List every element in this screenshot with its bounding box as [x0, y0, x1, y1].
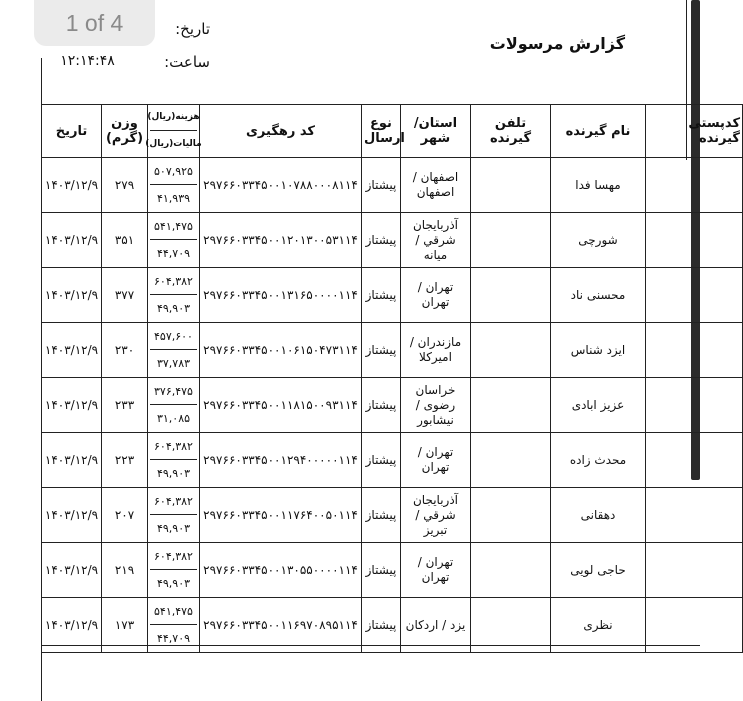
row-send-type: پیشتاز: [362, 488, 401, 543]
row-date: ۱۴۰۳/۱۲/۹: [42, 268, 102, 323]
row-province-city: یزد / اردکان: [401, 598, 471, 653]
table-row: [42, 158, 743, 213]
row-tracking-code: ۲۹۷۶۶۰۳۳۴۵۰۰۱۰۶۱۵۰۴۷۳۱۱۴: [200, 323, 362, 378]
table-row: [42, 488, 743, 543]
row-postcode: [646, 213, 743, 268]
row-tracking-code: ۲۹۷۶۶۰۳۳۴۵۰۰۱۲۹۴۰۰۰۰۰۱۱۴: [200, 433, 362, 488]
row-phone: [471, 323, 551, 378]
table-row: [42, 213, 743, 268]
row-weight: ۱۷۳: [102, 598, 148, 653]
row-province-city: تهران / تهران: [401, 433, 471, 488]
row-send-type: پیشتاز: [362, 378, 401, 433]
row-postcode: [646, 158, 743, 213]
row-phone: [471, 268, 551, 323]
row-weight: ۲۱۹: [102, 543, 148, 598]
row-postcode: [646, 433, 743, 488]
row-phone: [471, 158, 551, 213]
row-phone: [471, 488, 551, 543]
row-postcode: [646, 378, 743, 433]
row-tax: ۴۹,۹۰۳: [156, 467, 191, 480]
row-recipient-name: دهقانی: [551, 488, 646, 543]
table-row: [42, 433, 743, 488]
row-phone: [471, 598, 551, 653]
row-postcode: [646, 323, 743, 378]
row-tax: ۴۴,۷۰۹: [156, 247, 191, 260]
row-province-city: اصفهان / اصفهان: [401, 158, 471, 213]
row-cost: ۶۰۴,۳۸۲: [150, 268, 197, 295]
row-send-type: پیشتاز: [362, 433, 401, 488]
row-date: ۱۴۰۳/۱۲/۹: [42, 543, 102, 598]
row-recipient-name: شورچی: [551, 213, 646, 268]
table-row: [42, 378, 743, 433]
header-postcode: کدپستی گیرنده: [646, 105, 743, 158]
row-date: ۱۴۰۳/۱۲/۹: [42, 433, 102, 488]
header-date: تاریخ: [42, 105, 102, 158]
header-tracking: کد رهگیری: [200, 105, 362, 158]
row-weight: ۲۳۳: [102, 378, 148, 433]
date-label: تاریخ:: [175, 20, 210, 38]
row-weight: ۳۵۱: [102, 213, 148, 268]
row-recipient-name: ایزد شناس: [551, 323, 646, 378]
row-weight: ۲۳۰: [102, 323, 148, 378]
row-recipient-name: محدث زاده: [551, 433, 646, 488]
header-tax: مالیات(ریال): [145, 138, 202, 149]
row-cost: ۶۰۴,۳۸۲: [150, 433, 197, 460]
header-province-city: استان/ شهر: [401, 105, 471, 158]
row-send-type: پیشتاز: [362, 268, 401, 323]
row-postcode: [646, 488, 743, 543]
row-tax: ۴۹,۹۰۳: [156, 522, 191, 535]
row-cost: ۵۰۷,۹۲۵: [150, 158, 197, 185]
header-weight: وزن (گرم): [102, 105, 148, 158]
row-recipient-name: محسنی ناد: [551, 268, 646, 323]
row-phone: [471, 433, 551, 488]
header-cost-tax: [145, 105, 202, 158]
row-postcode: [646, 268, 743, 323]
row-date: ۱۴۰۳/۱۲/۹: [42, 158, 102, 213]
row-province-city: مازندران / امیرکلا: [401, 323, 471, 378]
row-tax: ۴۴,۷۰۹: [156, 632, 191, 645]
shipments-table: [41, 104, 743, 653]
row-province-city: تهران / تهران: [401, 268, 471, 323]
row-province-city: آذربایجان شرقي / میانه: [401, 213, 471, 268]
row-cost-tax: [148, 213, 200, 268]
row-cost-tax: [148, 268, 200, 323]
row-phone: [471, 543, 551, 598]
row-tracking-code: ۲۹۷۶۶۰۳۳۴۵۰۰۱۱۷۶۴۰۰۵۰۱۱۴: [200, 488, 362, 543]
row-cost: ۶۰۴,۳۸۲: [150, 488, 197, 515]
row-cost-tax: [148, 433, 200, 488]
row-send-type: پیشتاز: [362, 323, 401, 378]
table-row: [42, 268, 743, 323]
row-send-type: پیشتاز: [362, 158, 401, 213]
row-cost: ۵۴۱,۴۷۵: [150, 213, 197, 240]
row-recipient-name: حاجی لویی: [551, 543, 646, 598]
row-date: ۱۴۰۳/۱۲/۹: [42, 488, 102, 543]
header-cost: هزینه(ریال): [150, 105, 197, 131]
row-province-city: خراسان رضوی / نیشابور: [401, 378, 471, 433]
row-weight: ۲۰۷: [102, 488, 148, 543]
row-tax: ۳۱,۰۸۵: [156, 412, 191, 425]
table-row: [42, 323, 743, 378]
row-date: ۱۴۰۳/۱۲/۹: [42, 323, 102, 378]
row-cost-tax: [148, 323, 200, 378]
row-date: ۱۴۰۳/۱۲/۹: [42, 213, 102, 268]
row-tracking-code: ۲۹۷۶۶۰۳۳۴۵۰۰۱۱۸۱۵۰۰۹۳۱۱۴: [200, 378, 362, 433]
row-tracking-code: ۲۹۷۶۶۰۳۳۴۵۰۰۱۱۶۹۷۰۸۹۵۱۱۴: [200, 598, 362, 653]
row-postcode: [646, 598, 743, 653]
row-tracking-code: ۲۹۷۶۶۰۳۳۴۵۰۰۱۳۰۵۵۰۰۰۰۱۱۴: [200, 543, 362, 598]
row-recipient-name: نظری: [551, 598, 646, 653]
row-weight: ۲۲۳: [102, 433, 148, 488]
row-cost: ۳۷۶,۴۷۵: [150, 378, 197, 405]
row-phone: [471, 378, 551, 433]
row-recipient-name: مهسا فدا: [551, 158, 646, 213]
row-cost: ۶۰۴,۳۸۲: [150, 543, 197, 570]
row-cost-tax: [148, 378, 200, 433]
table-row: [42, 543, 743, 598]
row-postcode: [646, 543, 743, 598]
row-cost-tax: [148, 488, 200, 543]
row-tracking-code: ۲۹۷۶۶۰۳۳۴۵۰۰۱۰۷۸۸۰۰۰۸۱۱۴: [200, 158, 362, 213]
row-cost-tax: [148, 598, 200, 653]
row-cost-tax: [148, 158, 200, 213]
row-date: ۱۴۰۳/۱۲/۹: [42, 598, 102, 653]
row-cost: ۴۵۷,۶۰۰: [150, 323, 197, 350]
row-send-type: پیشتاز: [362, 213, 401, 268]
row-tax: ۴۹,۹۰۳: [156, 302, 191, 315]
row-weight: ۲۷۹: [102, 158, 148, 213]
header-send-type: نوع ارسال: [362, 105, 401, 158]
time-value: ۱۲:۱۴:۴۸: [60, 53, 115, 69]
row-tax: ۴۱,۹۳۹: [156, 192, 191, 205]
row-recipient-name: عزیز ابادی: [551, 378, 646, 433]
row-date: ۱۴۰۳/۱۲/۹: [42, 378, 102, 433]
row-tax: ۴۹,۹۰۳: [156, 577, 191, 590]
row-tracking-code: ۲۹۷۶۶۰۳۳۴۵۰۰۱۲۰۱۳۰۰۵۳۱۱۴: [200, 213, 362, 268]
row-phone: [471, 213, 551, 268]
row-cost-tax: [148, 543, 200, 598]
report-title: گزارش مرسولات: [489, 34, 625, 53]
row-tracking-code: ۲۹۷۶۶۰۳۳۴۵۰۰۱۳۱۶۵۰۰۰۰۱۱۴: [200, 268, 362, 323]
row-province-city: آذربایجان شرقي / تبریز: [401, 488, 471, 543]
row-tax: ۳۷,۷۸۳: [156, 357, 191, 370]
row-send-type: پیشتاز: [362, 543, 401, 598]
header-recipient-name: نام گیرنده: [551, 105, 646, 158]
row-send-type: پیشتاز: [362, 598, 401, 653]
row-cost: ۵۴۱,۴۷۵: [150, 598, 197, 625]
row-weight: ۳۷۷: [102, 268, 148, 323]
header-phone: تلفن گیرنده: [471, 105, 551, 158]
row-province-city: تهران / تهران: [401, 543, 471, 598]
table-row: [42, 598, 743, 653]
table-header-row: [42, 105, 743, 158]
time-label: ساعت:: [164, 53, 210, 71]
page-indicator: 1 of 4: [34, 0, 155, 46]
